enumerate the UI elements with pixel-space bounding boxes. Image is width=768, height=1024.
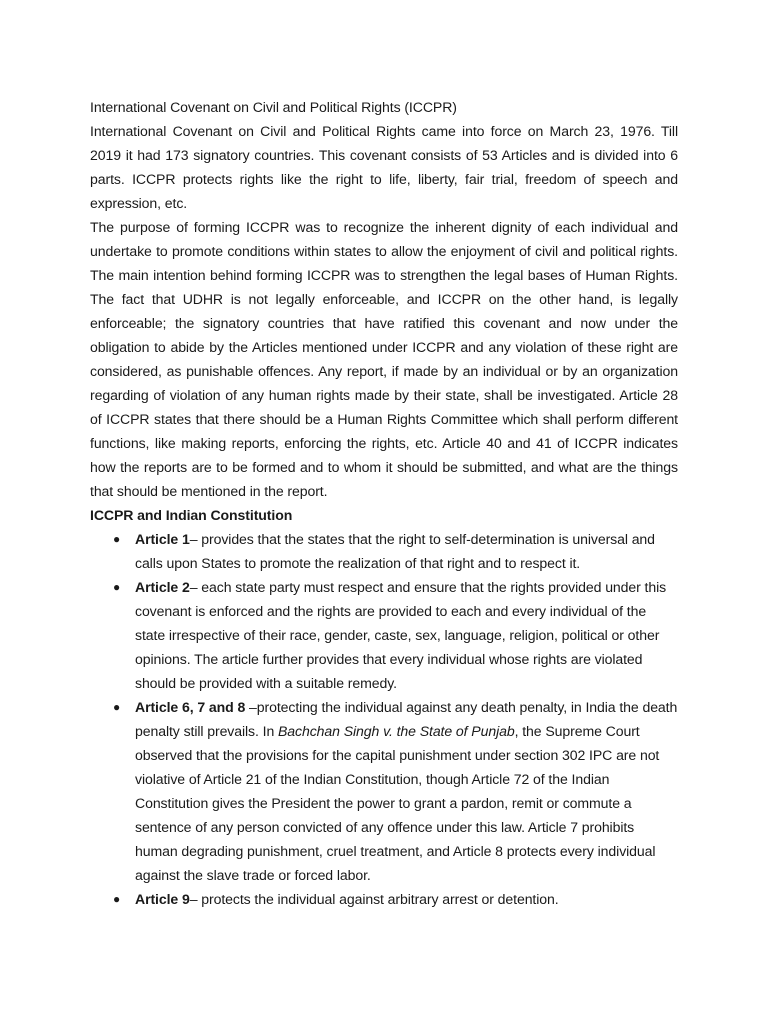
- list-item-article-6-7-8: [113, 695, 678, 887]
- article-label: Article 9: [135, 891, 190, 907]
- bullet-icon: ●: [113, 892, 121, 906]
- article-list: [90, 527, 678, 911]
- bullet-icon: ●: [113, 580, 121, 594]
- intro-paragraph: International Covenant on Civil and Political Rights came into force on March 23, 1976. Till 2019 it had 173 signatory countries. This covenant consists of 53 Articles and is divided into 6 parts. ICCPR protects rights like the right to life, liberty, fair trial, freedom of speech and expression, etc.: [90, 123, 678, 211]
- article-text-continued: , the Supreme Court observed that the provisions for the capital punishment under section 302 IPC are not violative of Article 21 of the Indian Constitution, though Article 72 of the Indian Constitution gives the President the power to grant a pardon, remit or commute a sentence of any person convicted of any offence under this law. Article 7 prohibits human degrading punishment, cruel treatment, and Article 8 protects every individual against the slave trade or forced labor.: [135, 723, 660, 883]
- list-item-article-9: [113, 887, 678, 911]
- document-page: [90, 95, 678, 911]
- article-label: Article 1: [135, 531, 190, 547]
- article-text: – each state party must respect and ensure that the rights provided under this covenant is enforced and the rights are provided to each and every individual of the state irrespective of their race, gender, caste, sex, language, religion, political or other opinions. The article further provides that every individual whose rights are violated should be provided with a suitable remedy.: [135, 579, 667, 691]
- purpose-paragraph: The purpose of forming ICCPR was to recognize the inherent dignity of each individual and undertake to promote conditions within states to allow the enjoyment of civil and political rights. The main intention behind forming ICCPR was to strengthen the legal bases of Human Rights. The fact that UDHR is not legally enforceable, and ICCPR on the other hand, is legally enforceable; the signatory countries that have ratified this covenant and now under the obligation to abide by the Articles mentioned under ICCPR and any violation of these right are considered, as punishable offences. Any report, if made by an individual or by an organization regarding of violation of any human rights made by their state, shall be investigated. Article 28 of ICCPR states that there should be a Human Rights Committee which shall perform different functions, like making reports, enforcing the rights, etc. Article 40 and 41 of ICCPR indicates how the reports are to be formed and to whom it should be submitted, and what are the things that should be mentioned in the report.: [90, 219, 678, 499]
- bullet-icon: ●: [113, 532, 121, 546]
- case-name: Bachchan Singh v. the State of Punjab: [278, 723, 515, 739]
- article-label: Article 2: [135, 579, 190, 595]
- document-title: International Covenant on Civil and Political Rights (ICCPR): [90, 99, 457, 115]
- article-text: – protects the individual against arbitrary arrest or detention.: [189, 891, 559, 907]
- article-text: –protecting the individual against any death penalty, in India the death penalty still prevails. In: [135, 699, 678, 739]
- article-label: Article 6, 7 and 8: [135, 699, 246, 715]
- article-text: – provides that the states that the right to self-determination is universal and calls upon States to promote the realization of that right and to respect it.: [135, 531, 655, 571]
- list-item-article-1: [113, 527, 678, 575]
- section-heading: ICCPR and Indian Constitution: [90, 507, 293, 523]
- list-item-article-2: [113, 575, 678, 695]
- bullet-icon: ●: [113, 700, 121, 714]
